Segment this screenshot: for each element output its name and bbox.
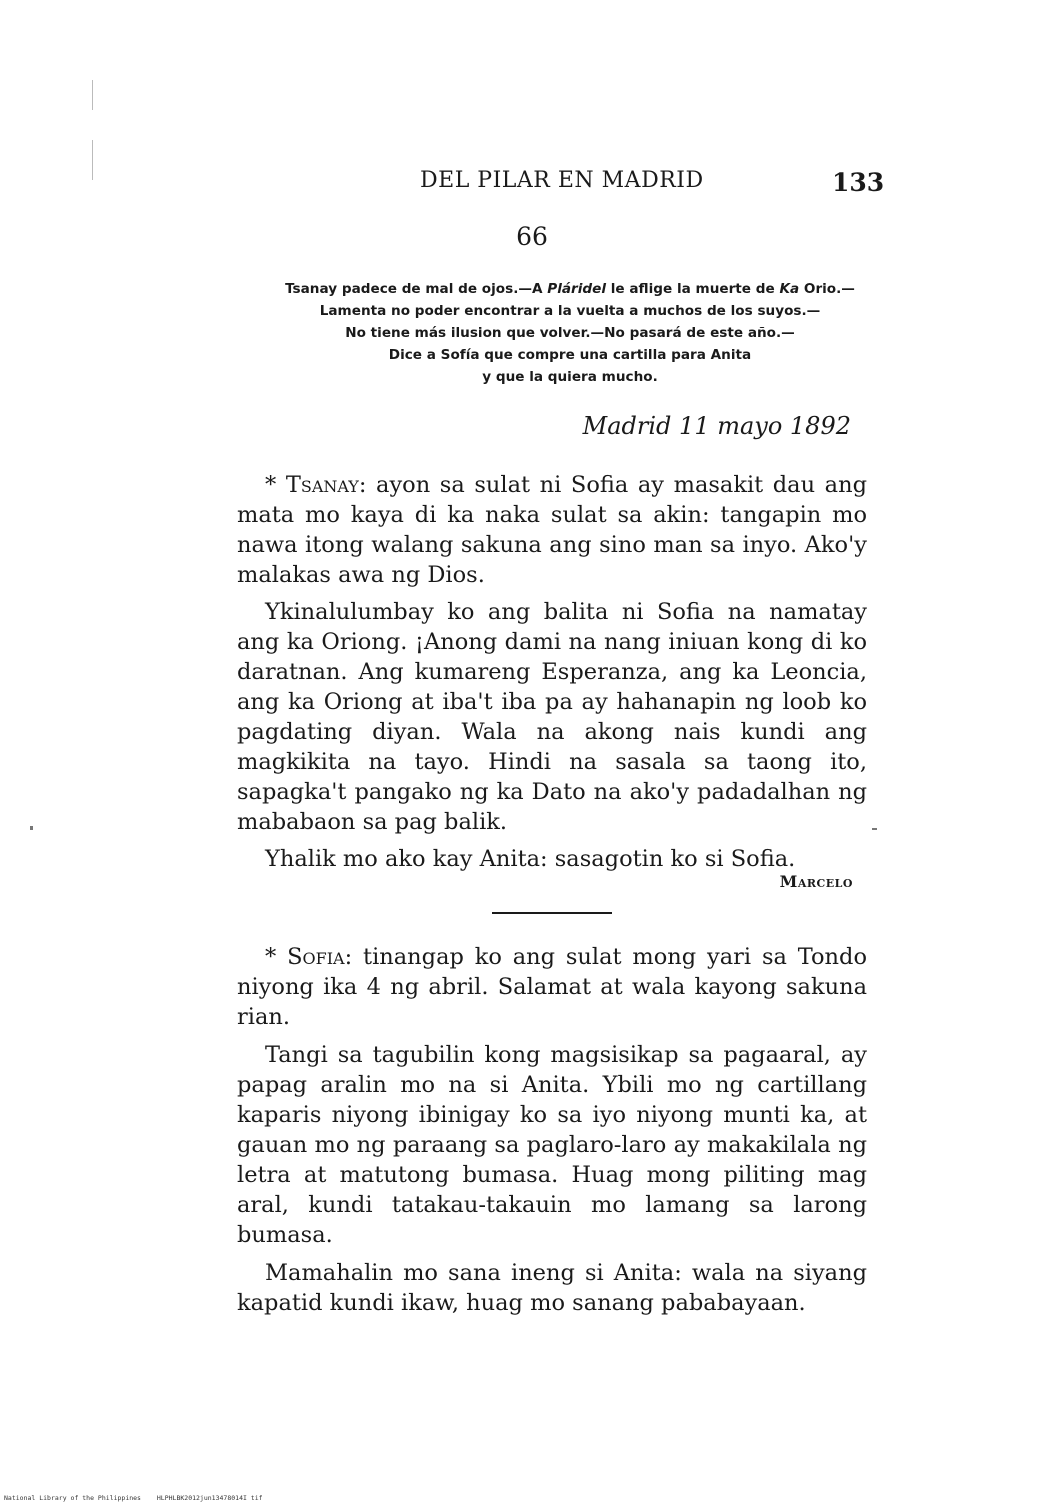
library-credit: National Library of the Philippines [4, 1494, 141, 1502]
page-number: 133 [832, 168, 885, 197]
section-divider [492, 912, 612, 914]
summary-line: y que la quiera mucho. [482, 369, 658, 385]
dateline: Madrid 11 mayo 1892 [582, 412, 851, 440]
paragraph: Tangi sa tagubilin kong magsisikap sa pagaaral, ay papag aralin mo na si Anita. Ybili mo ng cartillang kaparis niyong ibinigay ko sa iyo niyong munti ka, at gauan mo ng paraang sa paglaro-laro ay makakilala ng letra at matutong bumasa. Huag mong piliting mag aral, kundi tatakau-takauin mo lamang sa larong bumasa. [237, 1042, 867, 1248]
scan-speck [92, 140, 93, 180]
letter-to-sofia [237, 942, 867, 1318]
summary-line: Dice a Sofía que compre una cartilla para Anita [388, 347, 752, 363]
summary-line: No tiene más ilusion que volver.—No pasará de este año.— [345, 325, 795, 341]
scan-speck [92, 80, 93, 110]
paragraph: Ykinalulumbay ko ang balita ni Sofia na namatay ang ka Oriong. ¡Anong dami na nang iniuan kong di ko daratnan. Ang kumareng Esperanza, ang ka Leoncia, ang ka Oriong at iba't iba pa ay hahanapin ng loob ko pagdating diyan. Wala na akong nais kundi ang magkikita na tayo. Hindi na sasala sa taong ito, sapagka't pangako ng ka Dato na ako'y padadalhan ng mababaon sa pag balik. [237, 599, 867, 835]
signature: Marcelo [779, 872, 853, 891]
scan-speck [30, 826, 33, 830]
paragraph: Yhalik mo ako kay Anita: sasagotin ko si Sofia. [265, 846, 796, 872]
scan-footer [4, 1494, 263, 1502]
summary-line: Lamenta no poder encontrar a la vuelta a muchos de los suyos.— [319, 303, 821, 319]
paragraph: * Sofia: tinangap ko ang sulat mong yari sa Tondo niyong ika 4 ng abril. Salamat at wala kayong sakuna rian. [237, 944, 867, 1030]
letter-number: 66 [516, 222, 548, 251]
page-header [0, 168, 1064, 202]
summary-line: Tsanay padece de mal de ojos.—A Pláridel le aflige la muerte de Ka Orio.— [285, 281, 855, 297]
letter-summary [240, 278, 900, 388]
paragraph: Mamahalin mo sana ineng si Anita: wala na siyang kapatid kundi ikaw, huag mo sanang pababayaan. [237, 1260, 867, 1316]
salutation: * Tsanay: [265, 472, 367, 498]
letter-to-tsanay [237, 470, 867, 874]
salutation: * Sofia: [265, 944, 353, 970]
paragraph: * Tsanay: ayon sa sulat ni Sofia ay masakit dau ang mata mo kaya di ka naka sulat sa akin: tangapin mo nawa itong walang sakuna ang sino man sa inyo. Ako'y malakas awa ng Dios. [237, 472, 867, 588]
scan-speck [872, 828, 877, 830]
running-head: DEL PILAR EN MADRID [420, 168, 704, 193]
file-id: HLPHLBK2012jun13478014I tif [156, 1494, 263, 1502]
